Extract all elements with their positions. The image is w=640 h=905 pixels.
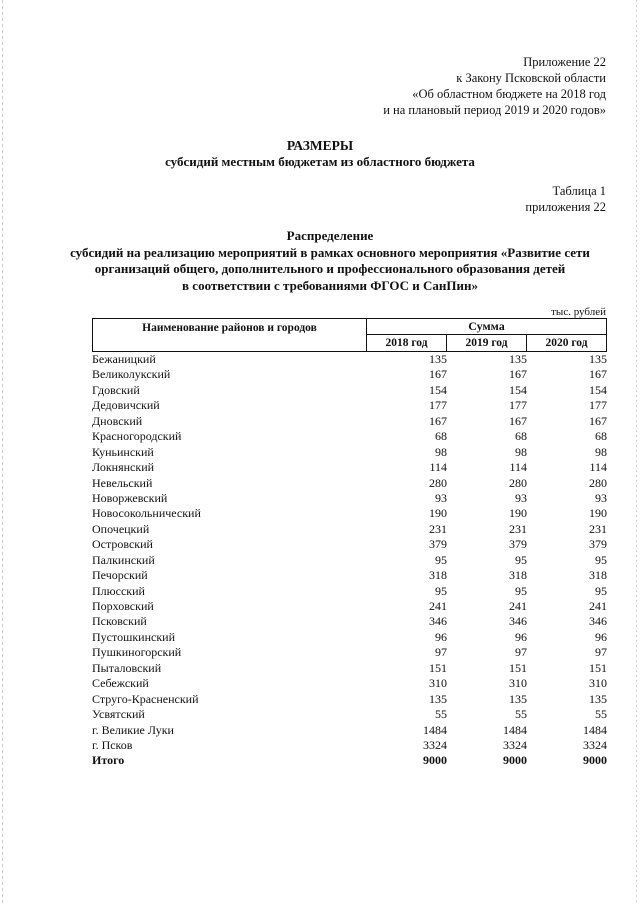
cell-name: г. Псков (92, 737, 133, 752)
scan-edge-left (2, 0, 3, 905)
cell-name: Дедовичский (92, 398, 160, 413)
cell-2018: 93 (435, 490, 447, 505)
cell-2018: 55 (435, 707, 447, 722)
cell-name: Красногородский (92, 429, 182, 444)
cell-2019: 9000 (503, 753, 527, 768)
cell-2018: 135 (429, 691, 447, 706)
cell-2018: 96 (435, 629, 447, 644)
cell-name: Дновский (92, 413, 143, 428)
cell-name: Себежский (92, 676, 149, 691)
table-body (92, 352, 607, 769)
cell-2020: 379 (589, 537, 607, 552)
header-year-2020: 2020 год (545, 337, 588, 349)
cell-2019: 93 (515, 490, 527, 505)
table-reference (525, 183, 606, 215)
table-row (92, 398, 607, 413)
cell-2019: 97 (515, 645, 527, 660)
cell-2020: 167 (589, 413, 607, 428)
cell-2019: 167 (509, 367, 527, 382)
table-header (92, 318, 607, 352)
scan-edge-right (636, 0, 637, 905)
cell-2020: 114 (589, 460, 607, 475)
table-ref-line-1: Таблица 1 (552, 184, 606, 198)
cell-2020: 190 (589, 506, 607, 521)
cell-2020: 55 (595, 707, 607, 722)
cell-2019: 241 (509, 599, 527, 613)
cell-2018: 3324 (423, 737, 447, 752)
cell-2019: 96 (515, 629, 527, 644)
cell-name: Усвятский (92, 707, 145, 722)
cell-2018: 190 (429, 506, 447, 521)
appendix-line-3: «Об областном бюджете на 2018 год (412, 87, 606, 101)
cell-name: Пушкиногорский (92, 645, 182, 660)
cell-2019: 154 (509, 382, 527, 397)
cell-2020: 3324 (583, 737, 607, 752)
distribution-line-4: в соответствии с требованиями ФГОС и СанПин» (182, 277, 478, 293)
cell-2019: 114 (509, 460, 527, 475)
table-row (92, 537, 607, 552)
cell-2019: 151 (509, 660, 527, 675)
cell-2018: 97 (435, 645, 447, 660)
cell-2020: 95 (595, 583, 607, 598)
appendix-reference (383, 54, 606, 118)
cell-name: Пыталовский (92, 660, 162, 675)
cell-2020: 97 (595, 645, 607, 660)
cell-2020: 135 (589, 691, 607, 706)
table-total-row (92, 753, 607, 768)
cell-name: Пустошкинский (92, 629, 175, 644)
appendix-line-1: Приложение 22 (523, 55, 606, 69)
table-row (92, 584, 607, 599)
cell-2020: 1484 (583, 722, 607, 737)
table-row (92, 738, 607, 753)
cell-name: Бежаницкий (92, 352, 156, 366)
cell-2019: 98 (515, 444, 527, 459)
cell-2020: 9000 (583, 753, 607, 768)
cell-name: Куньинский (92, 444, 154, 459)
cell-2020: 346 (589, 614, 607, 629)
cell-2018: 346 (429, 614, 447, 629)
cell-2020: 231 (589, 521, 607, 536)
cell-name: Псковский (92, 614, 147, 629)
distribution-heading (60, 228, 600, 294)
table-row (92, 599, 607, 614)
cell-2020: 151 (589, 660, 607, 675)
cell-2018: 167 (429, 367, 447, 382)
cell-2020: 68 (595, 429, 607, 444)
cell-2018: 95 (435, 583, 447, 598)
cell-name: Струго-Красненский (92, 691, 199, 706)
cell-2020: 318 (589, 568, 607, 583)
table-row (92, 476, 607, 491)
cell-2019: 177 (509, 398, 527, 413)
cell-2018: 95 (435, 552, 447, 567)
cell-2020: 280 (589, 475, 607, 490)
table-row (92, 367, 607, 382)
table-row (92, 460, 607, 475)
cell-2018: 9000 (423, 753, 447, 768)
cell-2020: 177 (589, 398, 607, 413)
cell-2019: 318 (509, 568, 527, 583)
cell-name: Локнянский (92, 460, 155, 475)
cell-name: Новосокольнический (92, 506, 201, 521)
table-row (92, 614, 607, 629)
appendix-line-4: и на плановый период 2019 и 2020 годов» (383, 103, 606, 117)
document-subtitle: субсидий местным бюджетам из областного бюджета (165, 154, 475, 169)
cell-2018: 1484 (423, 722, 447, 737)
cell-2019: 95 (515, 552, 527, 567)
distribution-line-3: организаций общего, дополнительного и профессионального образования детей (94, 261, 566, 276)
distribution-line-1: Распределение (286, 228, 374, 243)
cell-name: Новоржевский (92, 490, 168, 505)
table-row (92, 429, 607, 444)
table-row (92, 352, 607, 367)
table-row (92, 445, 607, 460)
cell-2019: 95 (515, 583, 527, 598)
cell-name: Итого (92, 753, 125, 768)
table-row (92, 707, 607, 722)
cell-2018: 280 (429, 475, 447, 490)
header-year-2018: 2018 год (367, 335, 447, 351)
header-name-column: Наименование районов и городов (93, 319, 367, 351)
cell-2018: 68 (435, 429, 447, 444)
cell-name: Опочецкий (92, 521, 150, 536)
cell-2018: 318 (429, 568, 447, 583)
cell-name: Великолукский (92, 367, 171, 382)
cell-2018: 241 (429, 599, 447, 613)
header-year-2019: 2019 год (447, 335, 527, 351)
table-row (92, 568, 607, 583)
cell-2020: 154 (589, 382, 607, 397)
cell-2019: 190 (509, 506, 527, 521)
cell-2018: 167 (429, 413, 447, 428)
cell-2019: 346 (509, 614, 527, 629)
table-ref-line-2: приложения 22 (525, 200, 606, 214)
table-row (92, 414, 607, 429)
cell-2019: 167 (509, 413, 527, 428)
table-row (92, 723, 607, 738)
cell-2018: 114 (429, 460, 447, 475)
cell-2020: 241 (589, 599, 607, 613)
cell-2019: 68 (515, 429, 527, 444)
cell-2019: 135 (509, 691, 527, 706)
cell-name: Плюсский (92, 583, 145, 598)
cell-2020: 310 (589, 676, 607, 691)
units-label: тыс. рублей (551, 306, 606, 318)
cell-2020: 167 (589, 367, 607, 382)
cell-name: Печорский (92, 568, 148, 583)
cell-2018: 379 (429, 537, 447, 552)
document-title: РАЗМЕРЫ (286, 138, 354, 153)
cell-name: г. Великие Луки (92, 722, 174, 737)
cell-2019: 3324 (503, 737, 527, 752)
cell-2019: 379 (509, 537, 527, 552)
cell-name: Палкинский (92, 552, 155, 567)
cell-2018: 135 (429, 352, 447, 366)
cell-2020: 93 (595, 490, 607, 505)
table-row (92, 491, 607, 506)
cell-2019: 231 (509, 521, 527, 536)
cell-2019: 55 (515, 707, 527, 722)
table-row (92, 661, 607, 676)
cell-2019: 280 (509, 475, 527, 490)
cell-2018: 98 (435, 444, 447, 459)
table-row (92, 630, 607, 645)
cell-2020: 95 (595, 552, 607, 567)
cell-2020: 96 (595, 629, 607, 644)
table-row (92, 522, 607, 537)
cell-2018: 151 (429, 660, 447, 675)
cell-2020: 98 (595, 444, 607, 459)
cell-2018: 310 (429, 676, 447, 691)
table-row (92, 553, 607, 568)
cell-name: Гдовский (92, 382, 140, 397)
table-row (92, 692, 607, 707)
cell-name: Порховский (92, 599, 154, 613)
table-row (92, 383, 607, 398)
table-row (92, 645, 607, 660)
cell-name: Островский (92, 537, 153, 552)
header-sum: Сумма (367, 319, 606, 335)
cell-2019: 135 (509, 352, 527, 366)
table-row (92, 676, 607, 691)
appendix-line-2: к Закону Псковской области (456, 71, 606, 85)
cell-2018: 231 (429, 521, 447, 536)
cell-2020: 135 (589, 352, 607, 366)
cell-2018: 177 (429, 398, 447, 413)
distribution-line-2: субсидий на реализацию мероприятий в рамках основного мероприятия «Развитие сети (70, 244, 590, 260)
cell-2019: 1484 (503, 722, 527, 737)
cell-name: Невельский (92, 475, 153, 490)
cell-2018: 154 (429, 382, 447, 397)
cell-2019: 310 (509, 676, 527, 691)
table-row (92, 506, 607, 521)
